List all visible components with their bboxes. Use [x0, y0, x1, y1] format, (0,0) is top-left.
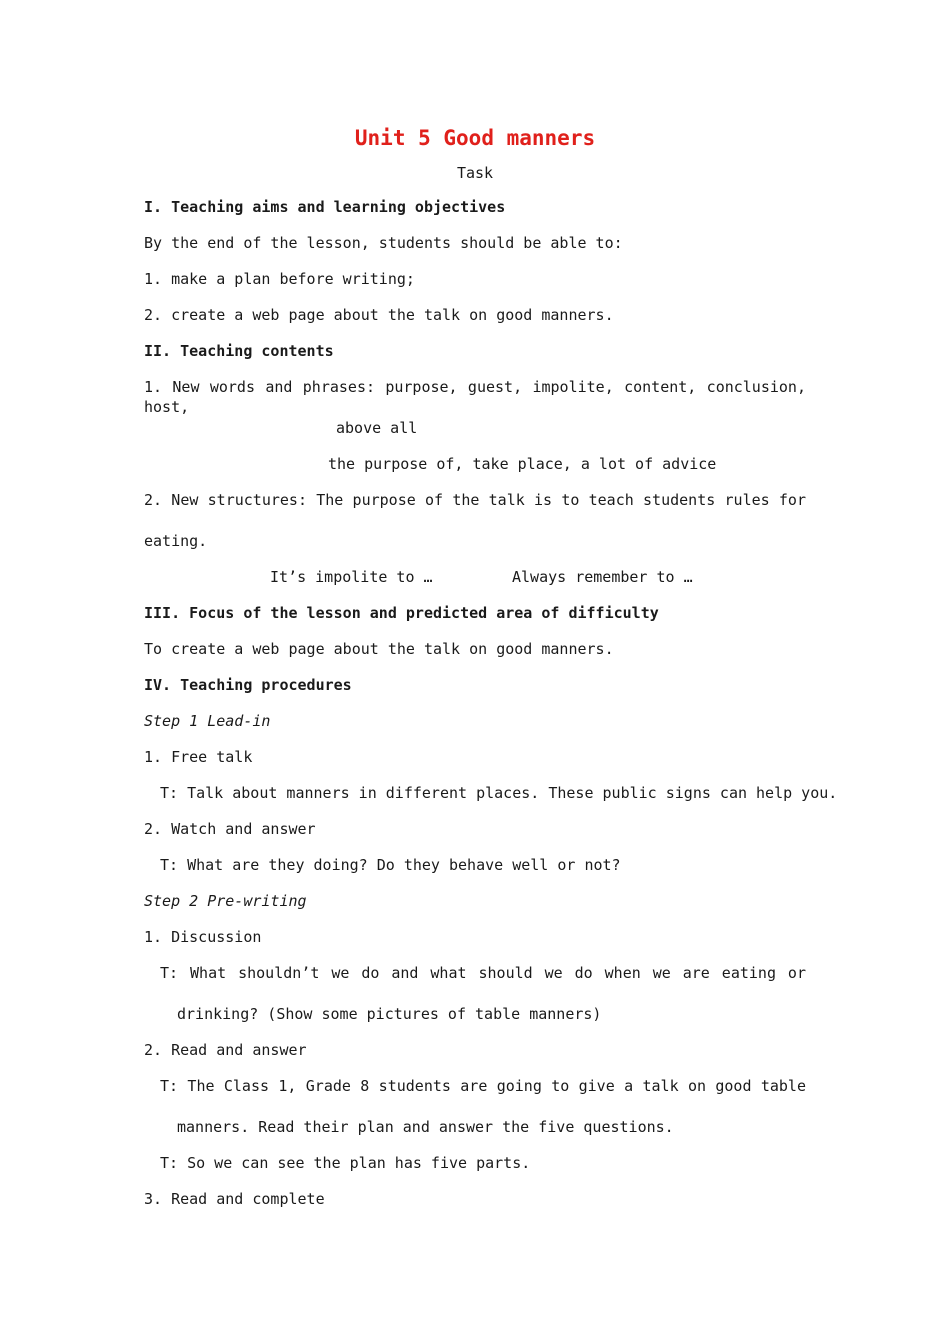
structure-example-2: Always remember to …	[512, 568, 693, 586]
section-heading-contents: II. Teaching contents	[144, 342, 334, 360]
new-words-line-2: above all	[336, 419, 418, 437]
step-2-item-3: 3. Read and complete	[144, 1190, 325, 1208]
step-1-item-2: 2. Watch and answer	[144, 820, 316, 838]
new-words-line-3: the purpose of, take place, a lot of advice	[328, 455, 717, 473]
step-1-item-1-teacher: T: Talk about manners in different places. These public signs can help you.	[160, 784, 838, 802]
focus-text: To create a web page about the talk on good manners.	[144, 640, 614, 658]
aims-intro: By the end of the lesson, students should be able to:	[144, 234, 623, 252]
document-subtitle: Task	[456, 164, 494, 182]
new-structures-line-2: eating.	[144, 532, 208, 550]
step-2-item-2-teacher-line-2: manners. Read their plan and answer the five questions.	[177, 1118, 674, 1136]
document-title: Unit 5 Good manners	[354, 126, 596, 150]
step-2-item-1: 1. Discussion	[144, 928, 262, 946]
new-words-line-1: 1. New words and phrases: purpose, guest, impolite, content, conclusion, host,	[144, 378, 806, 416]
aims-item-1: 1. make a plan before writing;	[144, 270, 415, 288]
new-structures-line-1: 2. New structures: The purpose of the talk is to teach students rules for	[144, 491, 806, 509]
step-2-item-2: 2. Read and answer	[144, 1041, 307, 1059]
section-heading-procedures: IV. Teaching procedures	[144, 676, 352, 694]
section-heading-focus: III. Focus of the lesson and predicted area of difficulty	[144, 604, 659, 622]
step-2-item-1-teacher-line-1: T: What shouldn’t we do and what should we do when we are eating or	[160, 964, 806, 982]
section-heading-aims: I. Teaching aims and learning objectives	[144, 198, 506, 216]
step-2-item-2-teacher-2: T: So we can see the plan has five parts.	[160, 1154, 531, 1172]
step-2-item-1-teacher-line-2: drinking? (Show some pictures of table manners)	[177, 1005, 602, 1023]
structure-example-1: It’s impolite to …	[270, 568, 433, 586]
aims-item-2: 2. create a web page about the talk on good manners.	[144, 306, 614, 324]
step-1-title: Step 1 Lead-in	[144, 712, 271, 730]
step-2-item-2-teacher-line-1: T: The Class 1, Grade 8 students are going to give a talk on good table	[160, 1077, 806, 1095]
step-1-item-2-teacher: T: What are they doing? Do they behave well or not?	[160, 856, 621, 874]
step-1-item-1: 1. Free talk	[144, 748, 253, 766]
step-2-title: Step 2 Pre-writing	[144, 892, 307, 910]
